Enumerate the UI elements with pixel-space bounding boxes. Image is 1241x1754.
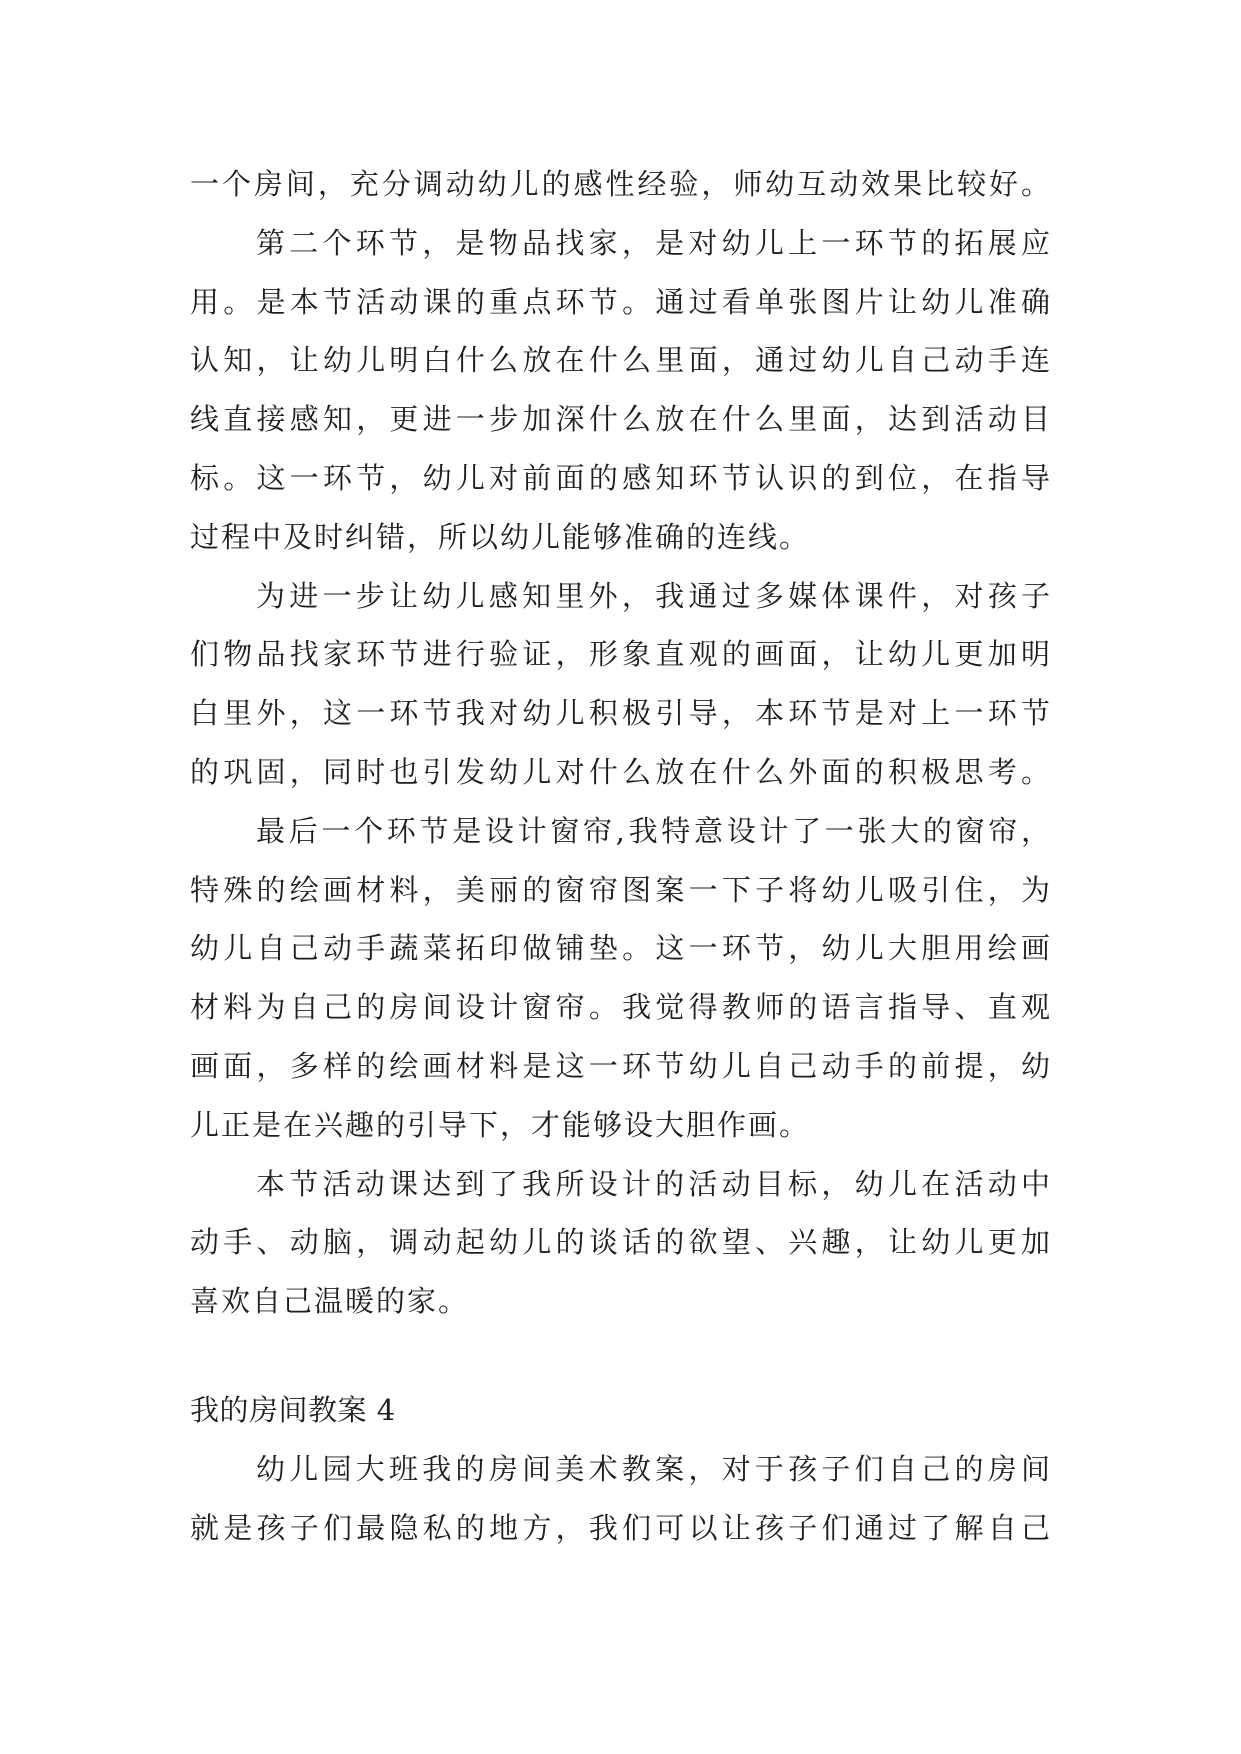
paragraph-second-step bbox=[190, 214, 1052, 567]
paragraph-line: 幼儿自己动手蔬菜拓印做铺垫。这一环节，幼儿大胆用绘画 bbox=[190, 931, 1052, 966]
paragraph-line: 喜欢自己温暖的家。 bbox=[190, 1284, 470, 1319]
paragraph-curtain-design bbox=[190, 802, 1052, 1155]
paragraph-line: 本节活动课达到了我所设计的活动目标，幼儿在活动中 bbox=[256, 1166, 1052, 1201]
paragraph-line: 一个房间，充分调动幼儿的感性经验，师幼互动效果比较好。 bbox=[190, 167, 1052, 201]
paragraph-summary bbox=[190, 1155, 1052, 1331]
paragraph-line: 最后一个环节是设计窗帘,我特意设计了一张大的窗帘， bbox=[256, 813, 1052, 848]
paragraph-line: 儿正是在兴趣的引导下，才能够设大胆作画。 bbox=[190, 1107, 811, 1142]
paragraph-line: 标。这一环节，幼儿对前面的感知环节认识的到位，在指导 bbox=[190, 460, 1052, 495]
paragraph-line: 画面，多样的绘画材料是这一环节幼儿自己动手的前提，幼 bbox=[190, 1048, 1052, 1083]
paragraph-multimedia bbox=[190, 567, 1052, 802]
paragraph-section-intro bbox=[190, 1440, 1052, 1558]
paragraph-line: 幼儿园大班我的房间美术教案，对于孩子们自己的房间 bbox=[256, 1451, 1052, 1486]
paragraph-line: 材料为自己的房间设计窗帘。我觉得教师的语言指导、直观 bbox=[190, 990, 1052, 1025]
paragraph-line: 的巩固，同时也引发幼儿对什么放在什么外面的积极思考。 bbox=[190, 754, 1052, 789]
paragraph-line: 过程中及时纠错，所以幼儿能够准确的连线。 bbox=[190, 519, 811, 554]
paragraph-line: 们物品找家环节进行验证，形象直观的画面，让幼儿更加明 bbox=[190, 637, 1052, 672]
paragraph-line: 动手、动脑，调动起幼儿的谈话的欲望、兴趣，让幼儿更加 bbox=[190, 1225, 1052, 1260]
section-heading: 我的房间教案 4 bbox=[190, 1392, 396, 1427]
paragraph-continuation bbox=[190, 155, 1052, 214]
paragraph-line: 认知，让幼儿明白什么放在什么里面，通过幼儿自己动手连 bbox=[190, 343, 1052, 378]
paragraph-line: 第二个环节，是物品找家，是对幼儿上一环节的拓展应 bbox=[256, 225, 1052, 260]
paragraph-line: 特殊的绘画材料，美丽的窗帘图案一下子将幼儿吸引住，为 bbox=[190, 872, 1052, 907]
paragraph-line: 线直接感知，更进一步加深什么放在什么里面，达到活动目 bbox=[190, 402, 1052, 437]
document-page bbox=[190, 155, 1052, 1557]
paragraph-line: 白里外，这一环节我对幼儿积极引导，本环节是对上一环节 bbox=[190, 696, 1052, 731]
paragraph-line: 用。是本节活动课的重点环节。通过看单张图片让幼儿准确 bbox=[190, 284, 1052, 319]
paragraph-line: 就是孩子们最隐私的地方，我们可以让孩子们通过了解自己 bbox=[190, 1510, 1052, 1545]
paragraph-line: 为进一步让幼儿感知里外，我通过多媒体课件，对孩子 bbox=[256, 578, 1052, 613]
